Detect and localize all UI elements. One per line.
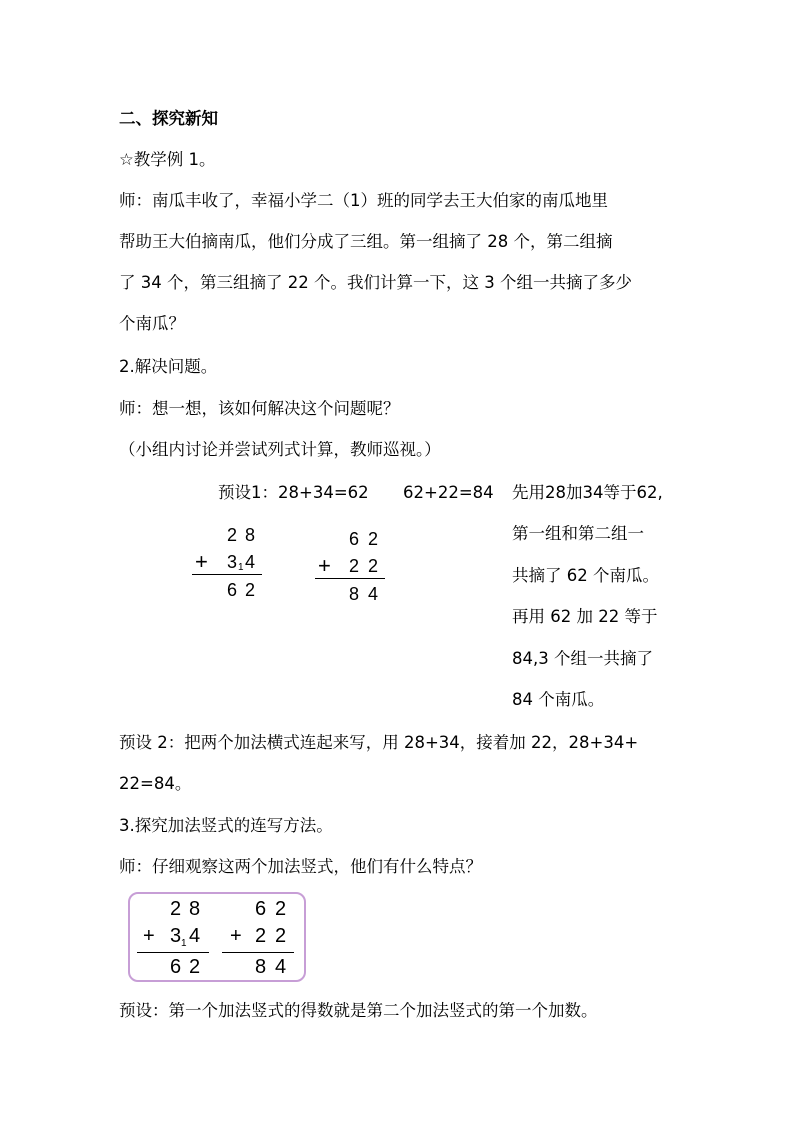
box-calc2-bottom-ones: 2: [275, 925, 287, 947]
para1-line-4: 个南瓜？: [119, 314, 185, 333]
box-calc1-bottom-tens: 3: [170, 925, 182, 947]
preset1-explain-4: 再用 62 加 22 等于: [512, 607, 658, 626]
box-calc2-top-ones: 2: [275, 898, 287, 920]
box-calc2-result-tens: 8: [255, 956, 267, 978]
box-calc1-top-tens: 2: [170, 898, 182, 920]
para1-line-1: 师：南瓜丰收了，幸福小学二（1）班的同学去王大伯家的南瓜地里: [119, 191, 608, 210]
teacher-question-1: 师：想一想，该如何解决这个问题呢？: [119, 399, 400, 418]
box-calc2-result-ones: 4: [275, 956, 287, 978]
calc1-plus-sign: +: [195, 549, 208, 574]
step2-heading: 2.解决问题。: [119, 357, 218, 376]
box-calc1-result-ones: 2: [189, 956, 201, 978]
calc1-carry: 1: [238, 562, 244, 573]
calc2-bottom-tens: 2: [349, 556, 360, 576]
box-calc1-rule: [137, 952, 209, 953]
box-calc1-plus-sign: +: [143, 925, 155, 947]
preset3-line: 预设：第一个加法竖式的得数就是第二个加法竖式的第一个加数。: [119, 1001, 598, 1020]
box-calc1-carry: 1: [181, 938, 187, 949]
calc1-result-ones: 2: [245, 580, 256, 600]
box-calc1-top-ones: 8: [189, 898, 201, 920]
example-line: ☆教学例 1。: [119, 150, 216, 169]
calc2-top-tens: 6: [349, 529, 360, 549]
calc2-bottom-ones: 2: [368, 556, 379, 576]
calc2-result-ones: 4: [368, 584, 379, 604]
preset1-explain-2: 第一组和第二组一: [512, 524, 644, 543]
preset1-equation-2: 62+22=84: [403, 483, 494, 502]
preset2-line-2: 22=84。: [119, 774, 192, 793]
section-title: 二、探究新知: [119, 109, 218, 128]
calc1-result-tens: 6: [227, 580, 238, 600]
preset1-explain-1: 先用28加34等于62,: [512, 483, 663, 502]
teacher-question-2: 师：仔细观察这两个加法竖式，他们有什么特点？: [119, 857, 482, 876]
calc1-top-tens: 2: [227, 525, 238, 545]
calc2-top-ones: 2: [368, 529, 379, 549]
preset1-explain-6: 84 个南瓜。: [512, 690, 605, 709]
calc1-top-ones: 8: [245, 525, 256, 545]
calc2-plus-sign: +: [318, 553, 331, 578]
calc1-bottom-tens: 3: [227, 552, 238, 572]
preset2-line-1: 预设 2：把两个加法横式连起来写，用 28+34，接着加 22，28+34+: [119, 733, 639, 752]
calc1-bottom-ones: 4: [245, 552, 256, 572]
box-calc1-result-tens: 6: [170, 956, 182, 978]
preset1-equation: 预设1：28+34=62: [218, 483, 369, 502]
preset1-explain-3: 共摘了 62 个南瓜。: [512, 566, 659, 585]
step3-heading: 3.探究加法竖式的连写方法。: [119, 816, 333, 835]
preset1-explain-5: 84,3 个组一共摘了: [512, 649, 653, 668]
calc2-rule: [315, 578, 385, 579]
discussion-note: （小组内讨论并尝试列式计算，教师巡视。）: [119, 440, 441, 459]
para1-line-2: 帮助王大伯摘南瓜，他们分成了三组。第一组摘了 28 个，第二组摘: [119, 232, 613, 251]
para1-line-3: 了 34 个，第三组摘了 22 个。我们计算一下，这 3 个组一共摘了多少: [119, 273, 632, 292]
box-calc2-bottom-tens: 2: [255, 925, 267, 947]
box-calc1-bottom-ones: 4: [189, 925, 201, 947]
calc1-rule: [192, 574, 262, 575]
box-calc2-plus-sign: +: [230, 925, 242, 947]
box-calc2-rule: [222, 952, 294, 953]
calc2-result-tens: 8: [349, 584, 360, 604]
box-calc2-top-tens: 6: [255, 898, 267, 920]
